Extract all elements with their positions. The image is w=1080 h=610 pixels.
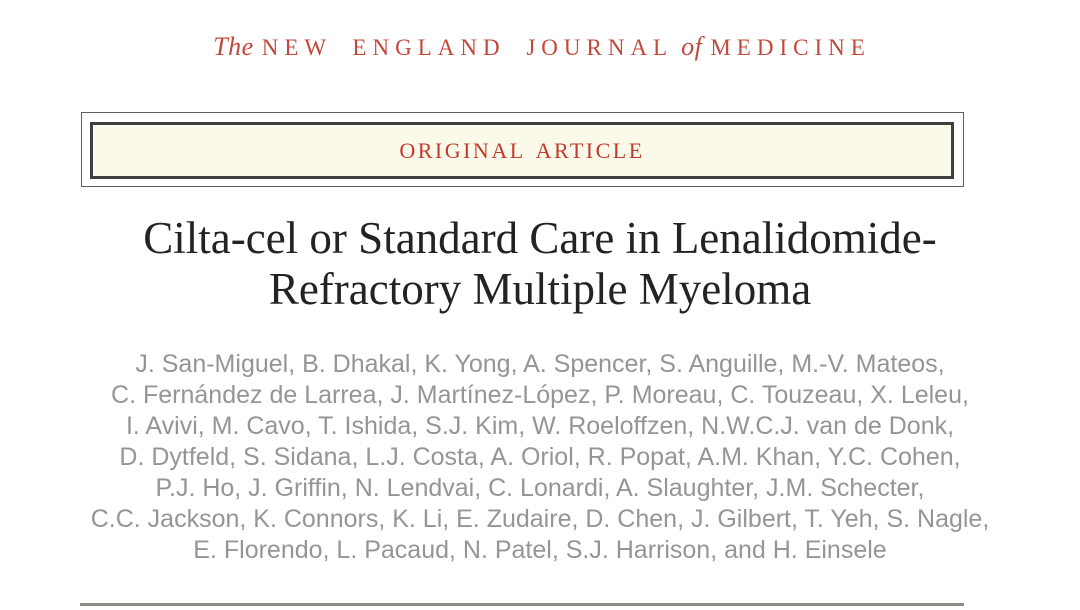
journal-masthead xyxy=(0,32,1080,62)
author-line: P.J. Ho, J. Griffin, N. Lendvai, C. Lonardi, A. Slaughter, J.M. Schecter, xyxy=(155,474,925,502)
author-line: D. Dytfeld, S. Sidana, L.J. Costa, A. Oriol, R. Popat, A.M. Khan, Y.C. Cohen, xyxy=(119,443,961,471)
author-line: C. Fernández de Larrea, J. Martínez-López, P. Moreau, C. Touzeau, X. Leleu, xyxy=(111,381,969,409)
article-title-line-2: Refractory Multiple Myeloma xyxy=(268,264,812,314)
masthead-word-of: of xyxy=(681,32,703,61)
article-title-line-1: Cilta-cel or Standard Care in Lenalidomide- xyxy=(143,213,937,263)
section-divider-rule xyxy=(80,603,964,606)
author-line: C.C. Jackson, K. Connors, K. Li, E. Zudaire, D. Chen, J. Gilbert, T. Yeh, S. Nagle, xyxy=(90,505,990,533)
article-banner xyxy=(90,122,954,179)
article-title xyxy=(0,213,1080,315)
author-line: J. San-Miguel, B. Dhakal, K. Yong, A. Spencer, S. Anguille, M.-V. Mateos, xyxy=(135,350,945,378)
article-type-label: ORIGINAL ARTICLE xyxy=(399,137,645,163)
author-line: I. Avivi, M. Cavo, T. Ishida, S.J. Kim, W. Roeloffzen, N.W.C.J. van de Donk, xyxy=(125,412,955,440)
masthead-medicine: MEDICINE xyxy=(710,35,871,60)
masthead-new-england-journal: NEW ENGLAND JOURNAL xyxy=(261,35,674,60)
masthead-word-the: The xyxy=(213,32,254,61)
author-list xyxy=(0,349,1080,566)
author-line: E. Florendo, L. Pacaud, N. Patel, S.J. Harrison, and H. Einsele xyxy=(193,536,887,564)
